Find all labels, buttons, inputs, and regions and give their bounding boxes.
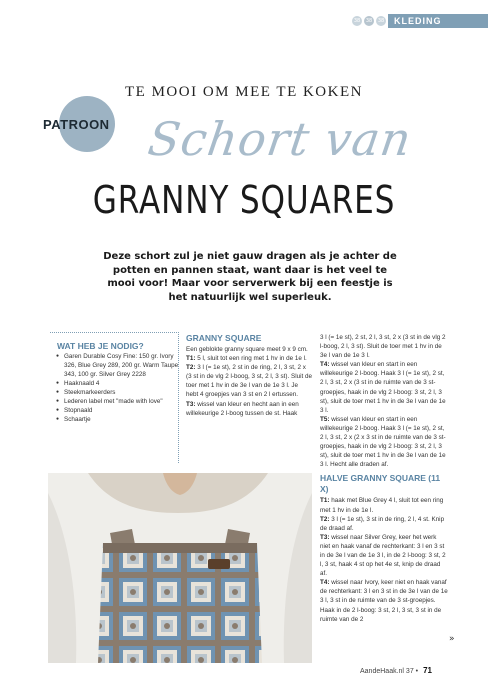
page-number: 71: [423, 666, 432, 675]
row-text: 3 l (= 1e st), 3 st in de ring, 2 l, 4 st. Knip de draad af.: [320, 515, 445, 532]
paragraph: [186, 354, 312, 363]
paragraph: Een geblokte granny square meet 9 x 9 cm.: [186, 346, 308, 353]
section-header: [352, 14, 488, 28]
paragraph: [186, 363, 312, 399]
row-label: T3:: [320, 533, 330, 541]
list-item: ● Steekmarkeerders: [56, 388, 180, 397]
pattern-badge-label: PATROON: [43, 117, 110, 132]
apron-photo: [48, 473, 312, 663]
paragraph: 3 l (= 1e st), 2 st, 2 l, 3 st, 2 x (3 st in de vlg 2 l-boog, 2 l, 3 st). Sluit de toer met 1 hv in de 3e l van de 1e 3 l.: [320, 334, 446, 360]
row-label: T2:: [186, 364, 196, 372]
row-text: 3 l (= 1e st), 2 st in de ring, 2 l, 3 st, 2 x (3 st in de vlg 2 l-boog, 3 st, 2 l, 3 st). Sluit de toer met 1 hv in de 3e l van de 1e 3 l. Je hebt 4 groepjes van 3 st en 2 l ertussen.: [186, 364, 312, 399]
list-item: ● Stopnaald: [56, 406, 180, 415]
paragraph: [320, 415, 448, 470]
list-item: ● Schaartje: [56, 415, 180, 424]
list-item: ● Lederen label met "made with love": [56, 397, 180, 406]
row-text: wissel van kleur en start in een willekeurige 2 l-boog. Haak 3 l (= 1e st), 2 st, 2 l, 3 st, 2 x (2 x 3 st in de ruimte van de 3 st-groepjes, haak in de vlg 2 l-boog: 3 st, 2 l, 3 st), sluit de toer met 1 hv in de 3e l van de 1e 3 l. Hecht alle draden af.: [320, 415, 446, 469]
row-text: wissel naar Ivory, keer niet en haak vanaf de rechterkant: 3 l en 3 st in de 3e l van de 1e 3 l, 3 st in de ruimte van de 3 st-groepjes. Haak in de 2 l-boog: 3 st, 2 l, 3 st, 3 st in de ruimte van de 2: [320, 579, 448, 623]
paragraph: [320, 496, 448, 514]
row-text: wissel van kleur en start in een willekeurige 2 l-boog. Haak 3 l (= 1e st), 2 st, 2 l, 3 st, 2 x (3 st in de ruimte van de 3 st-groepjes, haak in de vlg 2 l-boog: 3 st, 2 l, 3 st), sluit de toer met 1 hv in de 3e l van de 1e 3 l.: [320, 361, 446, 414]
instructions-column-1: [186, 333, 312, 418]
row-label: T1:: [186, 355, 196, 363]
paragraph: [320, 578, 448, 623]
category-label: KLEDING: [388, 14, 488, 28]
issue-dot: 38: [377, 18, 385, 24]
kicker: TE MOOI OM MEE TE KOKEN: [125, 84, 363, 100]
page-title: GRANNY SQUARES: [92, 178, 396, 222]
paragraph: [186, 400, 312, 418]
apron-photo-illustration: [48, 473, 312, 663]
paragraph: [320, 515, 448, 533]
row-label: T4:: [320, 579, 330, 587]
section-heading: GRANNY SQUARE: [186, 333, 262, 343]
row-label: T4:: [320, 361, 330, 369]
materials-list: [56, 352, 180, 424]
page-footer: [360, 666, 432, 675]
row-label: T5:: [320, 415, 330, 423]
row-text: haak met Blue Grey 4 l, sluit tot een ring met 1 hv in de 1e l.: [320, 497, 444, 514]
intro-text: Deze schort zul je niet gauw dragen als je achter de potten en pannen staat, want daar is het veel te mooi voor! Maar voor serverwerk bij een feestje is het natuurlijk wel superleuk.: [103, 251, 397, 303]
title-script: Schort van: [144, 112, 416, 166]
continue-arrow-icon: »: [449, 634, 455, 644]
list-item: ● Haaknaald 4: [56, 379, 180, 388]
row-text: wissel van kleur en hecht aan in een willekeurige 2 l-boog tussen de st. Haak: [186, 400, 299, 417]
section-heading: HALVE GRANNY SQUARE (11 X): [320, 473, 441, 495]
materials-title: WAT HEB JE NODIG?: [57, 341, 144, 351]
row-text: wissel naar Silver Grey, keer het werk niet en haak vanaf de rechterkant: 3 l en 3 st in de 3e l van de 1e 3 l, in de 2 l-boog: 3 st, 2 l, 3 st, haak 4 st op het 4e st, knip de draad af.: [320, 533, 446, 578]
paragraph: [320, 533, 448, 578]
row-label: T2:: [320, 515, 330, 523]
paragraph: [320, 360, 448, 415]
row-label: T1:: [320, 497, 330, 505]
list-item: ● Garen Durable Cosy Fine: 150 gr. Ivory 326, Blue Grey 289, 200 gr. Warm Taupe 343, 100 gr. Silver Grey 2228: [56, 352, 180, 379]
instructions-column-2: [320, 333, 448, 624]
footer-source: AandeHaak.nl 37: [360, 668, 414, 675]
issue-dot: 38: [365, 18, 373, 24]
footer-separator: •: [415, 668, 419, 675]
issue-dot: 38: [353, 18, 361, 24]
row-label: T3:: [186, 400, 196, 408]
row-text: 5 l, sluit tot een ring met 1 hv in de 1e l.: [195, 355, 307, 363]
